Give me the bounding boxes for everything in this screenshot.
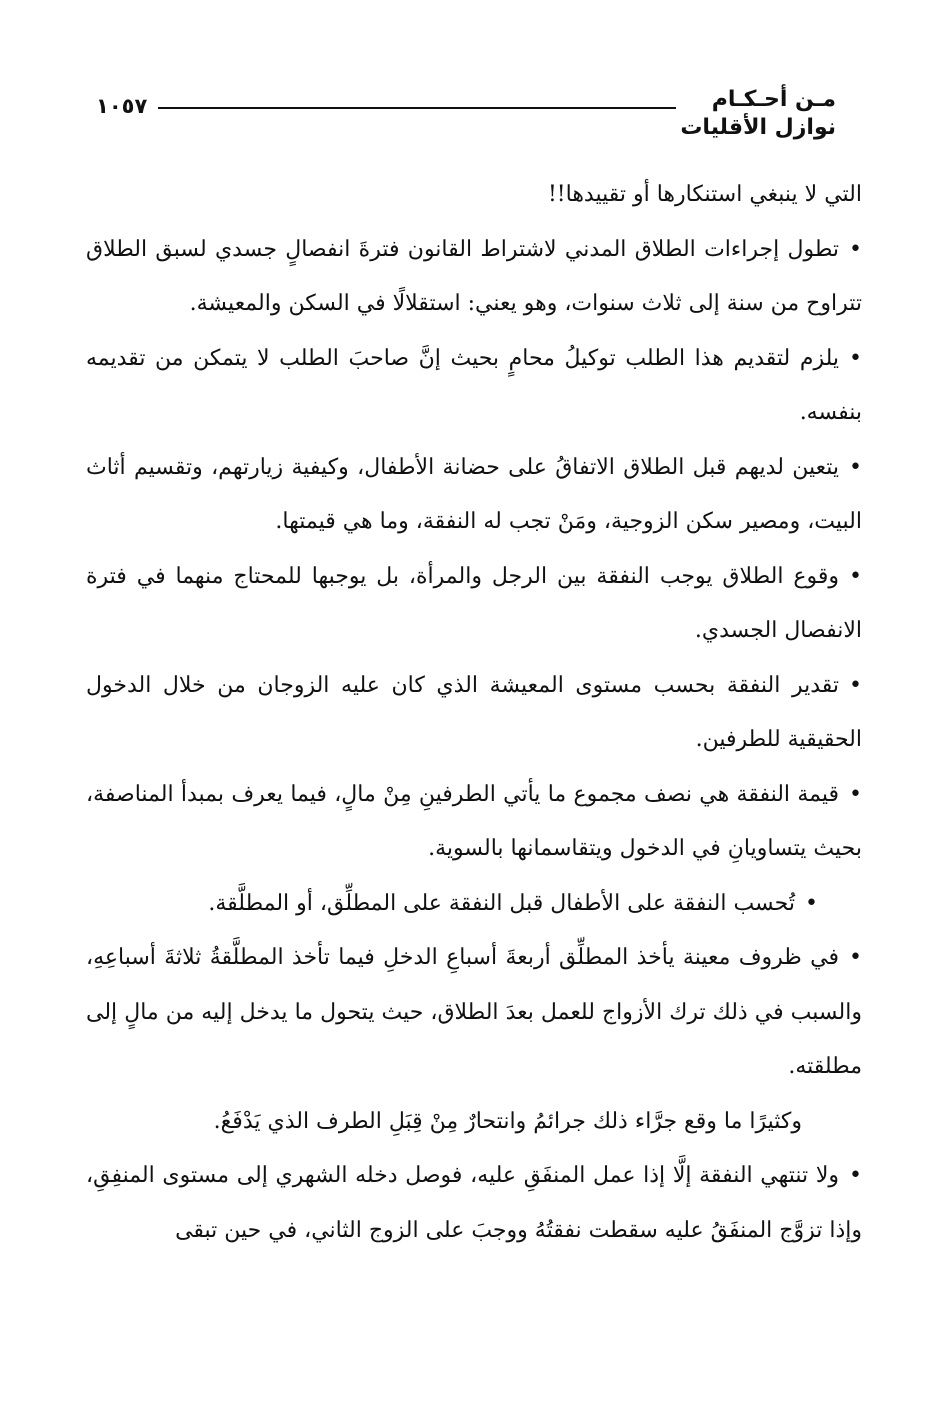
bullet-icon: • [849, 672, 862, 698]
paragraph-text: يلزم لتقديم هذا الطلب توكيلُ محامٍ بحيث إنَّ صاحبَ الطلب لا يتمكن من تقديمه بنفسه. [86, 345, 862, 425]
paragraph-text: قيمة النفقة هي نصف مجموع ما يأتي الطرفينِ مِنْ مالٍ، فيما يعرف بمبدأ المناصفة، بحيث يتساويانِ في الدخول ويتقاسمانها بالسوية. [86, 781, 862, 861]
paragraph-text: يتعين لديهم قبل الطلاق الاتفاقُ على حضانة الأطفال، وكيفية زيارتهم، وتقسيم أثاث البيت، ومصير سكن الزوجية، ومَنْ تجب له النفقة، وما هي قيمتها. [86, 454, 862, 534]
running-title-line-2: نوازل الأقليات [680, 115, 836, 140]
paragraph-text: وقوع الطلاق يوجب النفقة بين الرجل والمرأة، بل يوجبها للمحتاج منهما في فترة الانفصال الجسدي. [86, 563, 862, 643]
running-title [680, 86, 836, 142]
page-number: ١٠٥٧ [96, 94, 148, 118]
bullet-paragraph-11 [86, 1149, 862, 1258]
paragraph-text: تقدير النفقة بحسب مستوى المعيشة الذي كان عليه الزوجان من خلال الدخول الحقيقية للطرفين. [86, 672, 862, 752]
bullet-icon: • [805, 890, 818, 916]
bullet-icon: • [849, 1163, 862, 1188]
paragraph-10 [86, 1095, 862, 1150]
paragraph-text: تطول إجراءات الطلاق المدني لاشتراط القانون فترةَ انفصالٍ جسدي لسبق الطلاق تتراوح من سنة إلى ثلاث سنوات، وهو يعني: استقلالًا في السكن والمعيشة. [86, 236, 862, 316]
bullet-icon: • [849, 345, 862, 371]
running-title-line-1: مـن أحـكـام [711, 87, 836, 112]
bullet-paragraph-2 [86, 223, 862, 332]
bullet-paragraph-4 [86, 441, 862, 550]
paragraph-1 [86, 168, 862, 223]
bullet-paragraph-6 [86, 659, 862, 768]
header-rule [158, 107, 676, 109]
bullet-paragraph-7 [86, 768, 862, 877]
page-header [96, 86, 836, 146]
paragraph-text: ولا تنتهي النفقة إلَّا إذا عمل المنفَقِ عليه، فوصل دخله الشهري إلى مستوى المنفِقِ، وإذا تزوَّج المنفَقُ عليه سقطت نفقتُهُ ووجبَ على الزوج الثاني، في حين تبقى [86, 1163, 862, 1243]
paragraph-text: تُحسب النفقة على الأطفال قبل النفقة على المطلِّق، أو المطلَّقة. [208, 890, 796, 916]
bullet-icon: • [849, 781, 862, 807]
bullet-icon: • [849, 454, 862, 480]
paragraph-text: التي لا ينبغي استنكارها أو تقييدها!! [547, 182, 862, 207]
bullet-icon: • [849, 236, 862, 262]
paragraph-text: وكثيرًا ما وقع جرَّاء ذلك جرائمُ وانتحارٌ مِنْ قِبَلِ الطرف الذي يَدْفَعُ. [213, 1108, 802, 1134]
bullet-paragraph-5 [86, 550, 862, 659]
paragraph-text: في ظروف معينة يأخذ المطلِّق أربعةَ أسباعِ الدخلِ فيما تأخذ المطلَّقةُ ثلاثةَ أسباعِهِ، والسبب في ذلك ترك الأزواج للعمل بعدَ الطلاق، حيث يتحول ما يدخل إليه من مالٍ إلى مطلقته. [86, 945, 862, 1079]
bullet-icon: • [849, 945, 862, 970]
page-body [86, 168, 862, 1258]
bullet-icon: • [849, 563, 862, 589]
bullet-paragraph-8 [86, 877, 862, 932]
bullet-paragraph-3 [86, 332, 862, 441]
bullet-paragraph-9 [86, 931, 862, 1095]
